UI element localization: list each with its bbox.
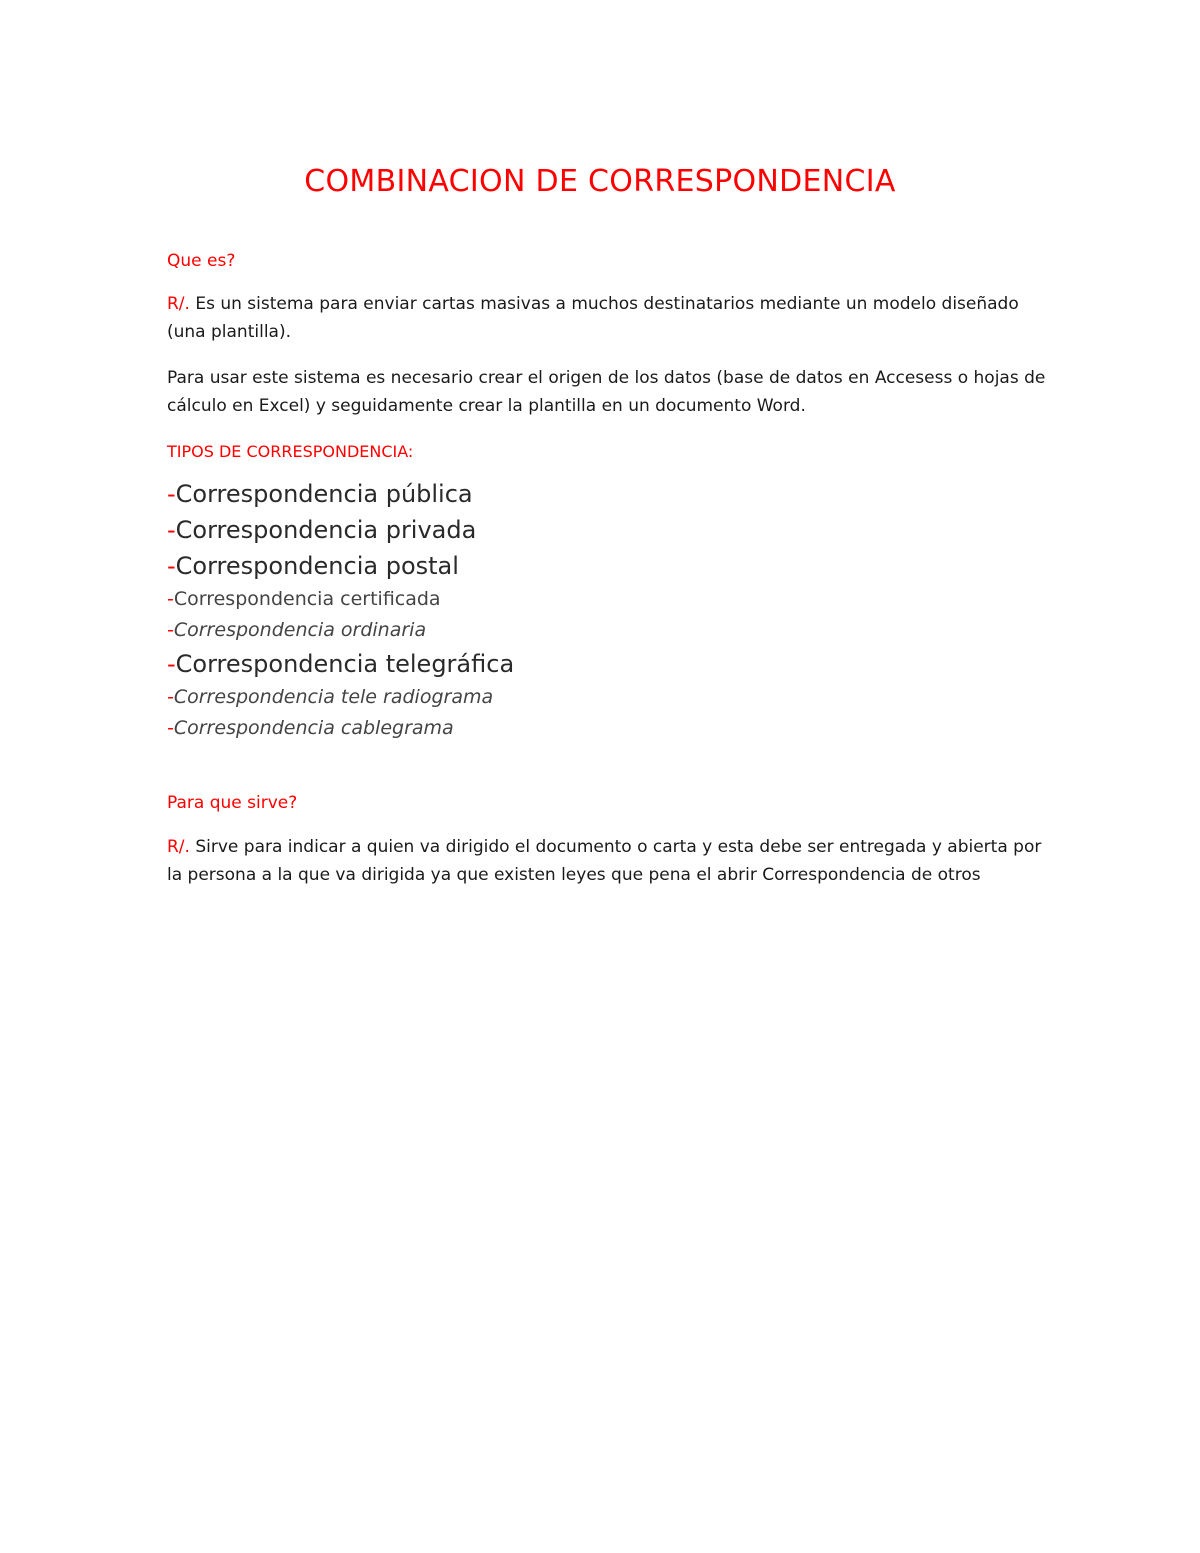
answer-paragraph-1 [167,290,1047,346]
list-item-text: Correspondencia pública [175,480,473,508]
list-item [167,713,514,744]
list-item [167,548,514,584]
body-paragraph: Para usar este sistema es necesario crear el origen de los datos (base de datos en Accesess o hojas de cálculo en Excel) y seguidamente crear la plantilla en un documento Word. [167,368,1046,416]
list-item [167,512,514,548]
list-item-text: Correspondencia telegráfica [175,650,515,678]
answer-text: Es un sistema para enviar cartas masivas a muchos destinatarios mediante un modelo diseñado (una plantilla). [167,294,1019,342]
list-dash: - [167,650,176,678]
list-item-text: Correspondencia privada [175,516,477,544]
list-item [167,476,514,512]
list-dash: - [167,480,176,508]
document-title: COMBINACION DE CORRESPONDENCIA [304,164,896,199]
list-dash: - [167,686,174,708]
list-item [167,682,514,713]
answer-prefix: R/. [167,837,190,857]
list-item-text: Correspondencia certificada [173,588,441,610]
list-item-text: Correspondencia ordinaria [173,619,427,641]
list-item-text: Correspondencia postal [175,552,459,580]
list-item-text: Correspondencia tele radiograma [173,686,494,708]
heading-que-es: Que es? [167,251,236,271]
heading-para-que-sirve: Para que sirve? [167,793,298,813]
heading-tipos: TIPOS DE CORRESPONDENCIA: [167,442,414,461]
answer-prefix: R/. [167,294,190,314]
list-dash: - [167,717,174,739]
list-dash: - [167,588,174,610]
list-item [167,584,514,615]
list-item-text: Correspondencia cablegrama [173,717,454,739]
list-dash: - [167,619,174,641]
answer-paragraph-2 [167,833,1047,889]
list-dash: - [167,552,176,580]
list-item [167,646,514,682]
types-list [167,476,514,744]
list-dash: - [167,516,176,544]
list-item [167,615,514,646]
answer-text: Sirve para indicar a quien va dirigido el documento o carta y esta debe ser entregada y abierta por la persona a la que va dirigida ya que existen leyes que pena el abrir Correspondencia de otros [167,837,1042,885]
